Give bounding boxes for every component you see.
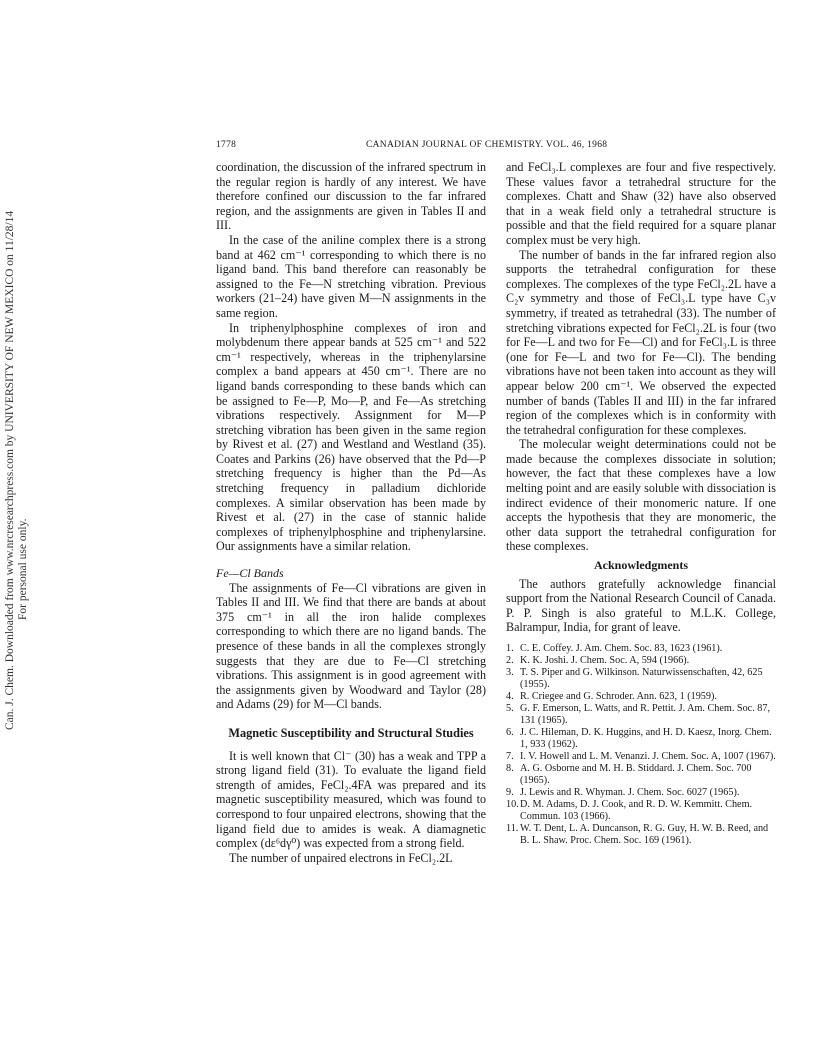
reference-number: 4. (506, 691, 514, 702)
reference-item (506, 763, 776, 787)
reference-text: J. Lewis and R. Whyman. J. Chem. Soc. 6027 (1965). (520, 787, 740, 798)
reference-number: 10. (506, 799, 519, 810)
reference-number: 7. (506, 751, 514, 762)
reference-text: C. E. Coffey. J. Am. Chem. Soc. 83, 1623 (1961). (520, 643, 723, 654)
reference-text: K. K. Joshi. J. Chem. Soc. A, 594 (1966). (520, 655, 690, 666)
reference-text: D. M. Adams, D. J. Cook, and R. D. W. Kemmitt. Chem. Commun. 103 (1966). (520, 799, 753, 822)
paragraph: In triphenylphosphine complexes of iron and molybdenum there appear bands at 525 cm⁻¹ and 522 cm⁻¹ respectively, whereas in the triphenylarsine complex a band appears at 450 cm⁻¹. There are no ligand bands corresponding to these bands which can be assigned to Fe—P, Mo—P, and Fe—As stretching vibrations respectively. Assignment for M—P stretching vibration has been given in the same region by Rivest et al. (27) and Westland and Westland (35). Coates and Parkins (26) have observed that the Pd—P stretching frequency is higher than the Pd—As stretching frequency in palladium dichloride complexes. A similar observation has been made by Rivest et al. (27) in the case of stannic halide complexes of triphenylphosphine and triphenylarsine. Our assignments have a similar relation. (216, 320, 486, 554)
reference-item (506, 727, 776, 751)
paragraph: coordination, the discussion of the infrared spectrum in the regular region is hardly of any interest. We have therefore confined our discussion to the far infrared region, and the assignments are given in Tables II and III. (216, 160, 486, 233)
reference-text: T. S. Piper and G. Wilkinson. Naturwissenschaften, 42, 625 (1955). (520, 667, 763, 690)
reference-number: 2. (506, 655, 514, 666)
paragraph: It is well known that Cl⁻ (30) has a weak and TPP a strong ligand field (31). To evaluate the ligand field strength of amides, FeCl₂.4FA was prepared and its magnetic susceptibility measured, which was found to correspond to four unpaired electrons, showing that the ligand field due to amides is weak. A diamagnetic complex (dε⁶dγ⁰) was expected from a strong field. (216, 748, 486, 851)
download-notice-line: Can. J. Chem. Downloaded from www.nrcresearchpress.com by UNIVERSITY OF NEW MEXICO on 11/28/14 (4, 210, 16, 730)
paragraph: The number of bands in the far infrared region also supports the tetrahedral configuration for these complexes. The complexes of the type FeCl₂.2L have a C₂v symmetry and those of FeCl₃.L type have C₃v symmetry, if treated as tetrahedral (33). The number of stretching vibrations expected for FeCl₂.2L is four (two for Fe—L and two for Fe—Cl) and for FeCl₃.L is three (one for Fe—L and two for Fe—Cl). The bending vibrations have not been taken into account as they will appear below 200 cm⁻¹. We observed the expected number of bands (Tables II and III) in the far infrared region of the complexes which is in conformity with the tetrahedral configuration for these complexes. (506, 247, 776, 437)
paragraph: In the case of the aniline complex there is a strong band at 462 cm⁻¹ corresponding to which there is no ligand band. This band therefore can reasonably be assigned to the Fe—N stretching vibration. Previous workers (21–24) have given M—N assignments in the same region. (216, 232, 486, 320)
reference-item (506, 655, 776, 667)
reference-item (506, 823, 776, 847)
section-heading-magnetic: Magnetic Susceptibility and Structural Studies (228, 725, 474, 740)
reference-number: 11. (506, 823, 519, 834)
reference-list (506, 643, 776, 847)
paragraph: and FeCl₃.L complexes are four and five respectively. These values favor a tetrahedral structure for the complexes. Chatt and Shaw (32) have also observed that in a weak field only a tetrahedral structure is possible and that the field required for a square planar complex must be very high. (506, 160, 776, 247)
reference-text: A. G. Osborne and M. H. B. Stiddard. J. Chem. Soc. 700 (1965). (520, 763, 752, 786)
reference-number: 9. (506, 787, 514, 798)
left-column (216, 160, 486, 865)
reference-number: 8. (506, 763, 514, 774)
reference-item (506, 751, 776, 763)
reference-text: I. V. Howell and L. M. Venanzi. J. Chem. Soc. A, 1007 (1967). (520, 751, 776, 762)
reference-item (506, 667, 776, 691)
paragraph: The number of unpaired electrons in FeCl₂.2L (229, 850, 453, 865)
paragraph: The assignments of Fe—Cl vibrations are given in Tables II and III. We find that there are bands at about 375 cm⁻¹ in all the iron halide complexes corresponding to which there are no ligand bands. The presence of these bands in all the complexes strongly suggests that they are due to Fe—Cl stretching vibrations. This assignment is in good agreement with the assignments given by Woodward and Taylor (28) and Adams (29) for M—Cl bands. (216, 580, 486, 712)
reference-number: 1. (506, 643, 514, 654)
reference-item (506, 787, 776, 799)
acknowledgments-text: The authors gratefully acknowledge financial support from the National Research Council of Canada. P. P. Singh is also grateful to M.L.K. College, Balrampur, India, for grant of leave. (506, 576, 776, 635)
page-number: 1778 (216, 140, 237, 150)
reference-text: W. T. Dent, L. A. Duncanson, R. G. Guy, H. W. B. Reed, and B. L. Shaw. Proc. Chem. Soc. 169 (1961). (520, 823, 769, 846)
reference-item (506, 799, 776, 823)
reference-text: G. F. Emerson, L. Watts, and R. Pettit. J. Am. Chem. Soc. 87, 131 (1965). (520, 703, 771, 726)
download-notice (4, 200, 48, 730)
acknowledgments-heading: Acknowledgments (593, 558, 688, 573)
reference-item (506, 691, 776, 703)
right-column (506, 160, 776, 847)
section-heading-fe-cl: Fe—Cl Bands (216, 566, 284, 581)
reference-number: 6. (506, 727, 514, 738)
reference-text: R. Criegee and G. Schroder. Ann. 623, 1 (1959). (520, 691, 717, 702)
personal-use-line: For personal use only. (17, 518, 29, 620)
running-header (216, 140, 786, 156)
reference-number: 3. (506, 667, 514, 678)
reference-item (506, 643, 776, 655)
journal-title: CANADIAN JOURNAL OF CHEMISTRY. VOL. 46, 1968 (366, 140, 608, 150)
reference-text: J. C. Hileman, D. K. Huggins, and H. D. Kaesz, Inorg. Chem. 1, 933 (1962). (520, 727, 772, 750)
paragraph: The molecular weight determinations could not be made because the complexes dissociate in solution; however, the fact that these complexes have a low melting point and are easily soluble with dissociation is indirect evidence of their monomeric nature. If one accepts the hypothesis that they are monomeric, the other data support the tetrahedral configuration for these complexes. (506, 437, 776, 554)
reference-number: 5. (506, 703, 514, 714)
reference-item (506, 703, 776, 727)
